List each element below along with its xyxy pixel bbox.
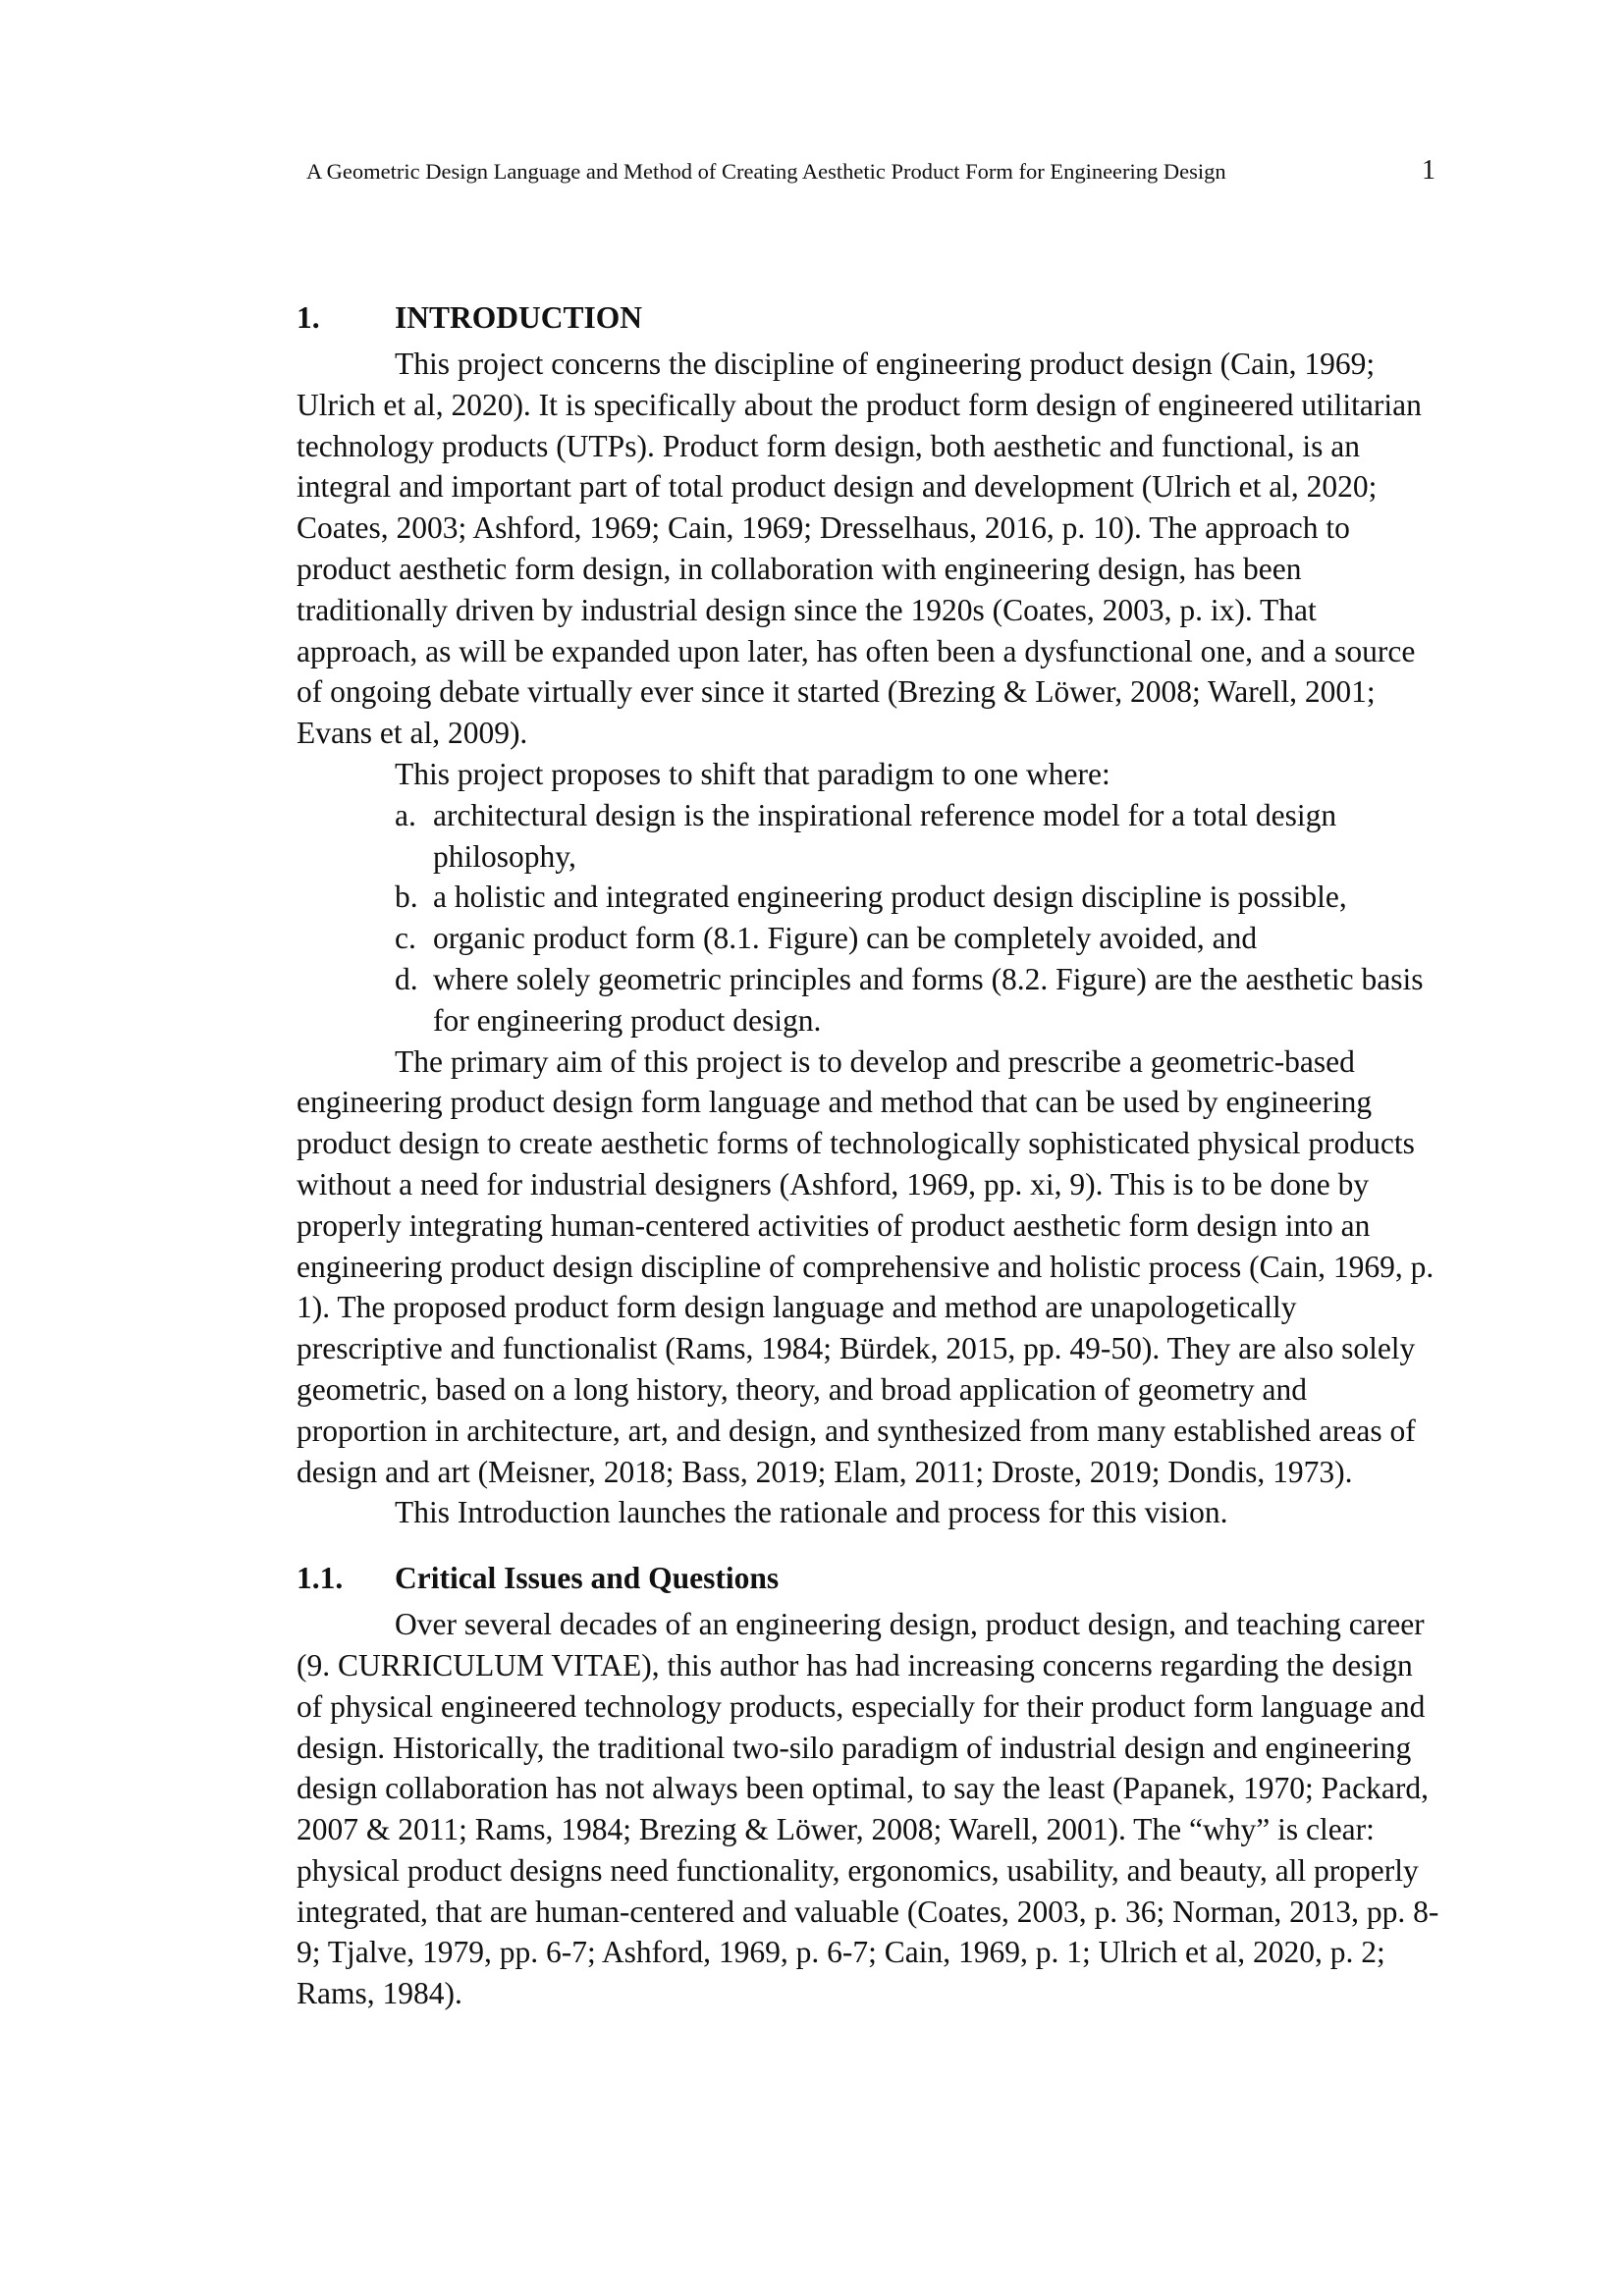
section-number: 1.1. [297,1561,344,1596]
list-item-text: architectural design is the inspirational reference model for a total design philosophy, [433,797,1337,874]
list-marker: d. [395,961,418,996]
paragraph: The primary aim of this project is to develop and prescribe a geometric-based engineering product design form language and method that can be used by engineering product design to create aesthetic forms of technologically sophisticated physical products without a need for industrial designers (Ashford, 1969, pp. xi, 9). This is to be done by properly integrating human-centered activities of product aesthetic form design into an engineering product design discipline of comprehensive and holistic process (Cain, 1969, p. 1). The proposed product form design language and method are unapologetically prescriptive and functionalist (Rams, 1984; Bürdek, 2015, pp. 49-50). They are also solely geometric, based on a long history, theory, and broad application of geometry and proportion in architecture, art, and design, and synthesized from many established areas of design and art (Meisner, 2018; Bass, 2019; Elam, 2011; Droste, 2019; Dondis, 1973). [297,1043,1435,1489]
list-marker: c. [395,921,416,956]
page-number: 1 [1422,155,1435,186]
section-number: 1. [297,300,320,335]
section-heading-introduction [297,293,1440,344]
section-title: Critical Issues and Questions [395,1561,780,1596]
paradigm-list [297,795,1440,1041]
page-content [297,293,1440,2014]
list-item [297,959,1440,1041]
section-heading-critical-issues [297,1553,1440,1604]
list-marker: a. [395,797,416,832]
paragraph: This project proposes to shift that paradigm to one where: [395,756,1110,791]
list-item [297,877,1440,918]
list-marker: b. [395,880,418,915]
paragraph: This project concerns the discipline of engineering product design (Cain, 1969; Ulrich et al, 2020). It is specifically about the product form design of engineered utilitarian technology products (UTPs). Product form design, both aesthetic and functional, is an integral and important part of total product design and development (Ulrich et al, 2020; Coates, 2003; Ashford, 1969; Cain, 1969; Dresselhaus, 2016, p. 10). The approach to product aesthetic form design, in collaboration with engineering design, has been traditionally driven by industrial design since the 1920s (Coates, 2003, p. ix). That approach, as will be expanded upon later, has often been a dysfunctional one, and a source of ongoing debate virtually ever since it started (Brezing & Löwer, 2008; Warell, 2001; Evans et al, 2009). [297,347,1422,751]
list-item-text: a holistic and integrated engineering product design discipline is possible, [433,880,1347,915]
list-item [297,795,1440,878]
running-head-title: A Geometric Design Language and Method of Creating Aesthetic Product Form for Engineering Design [306,159,1226,184]
list-item-text: where solely geometric principles and forms (8.2. Figure) are the aesthetic basis for engineering product design. [433,961,1424,1038]
list-item [297,918,1440,959]
section-title: INTRODUCTION [395,300,643,335]
list-item-text: organic product form (8.1. Figure) can be completely avoided, and [433,921,1258,956]
paragraph: Over several decades of an engineering design, product design, and teaching career (9. CURRICULUM VITAE), this author has had increasing concerns regarding the design of physical engineered technology products, especially for their product form language and design. Historically, the traditional two-silo paradigm of industrial design and engineering design collaboration has not always been optimal, to say the least (Papanek, 1970; Packard, 2007 & 2011; Rams, 1984; Brezing & Löwer, 2008; Warell, 2001). The “why” is clear: physical product designs need functionality, ergonomics, usability, and beauty, all properly integrated, that are human-centered and valuable (Coates, 2003, p. 36; Norman, 2013, pp. 8-9; Tjalve, 1979, pp. 6-7; Ashford, 1969, p. 6-7; Cain, 1969, p. 1; Ulrich et al, 2020, p. 2; Rams, 1984). [297,1607,1439,2011]
paragraph: This Introduction launches the rationale and process for this vision. [395,1495,1228,1530]
